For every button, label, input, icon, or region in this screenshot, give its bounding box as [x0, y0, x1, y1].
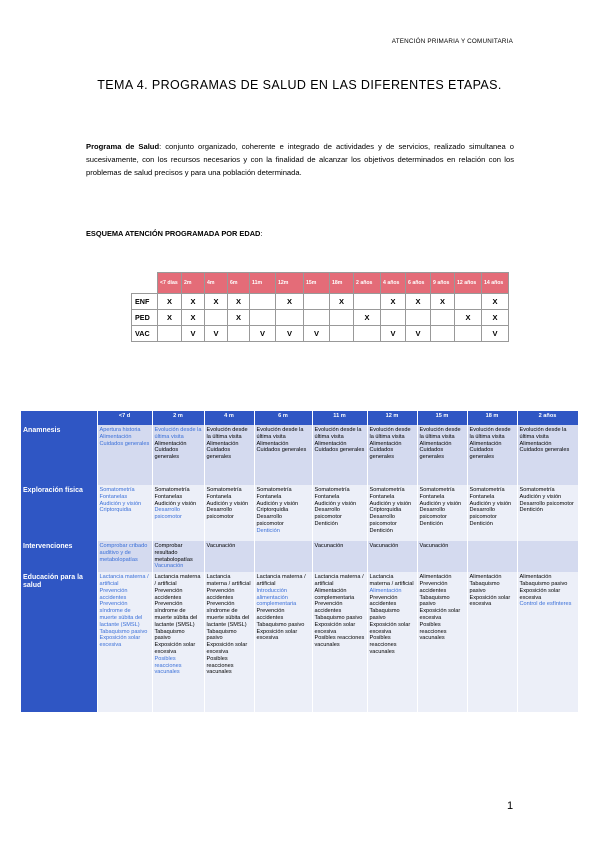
program-table-header-cell: 18 m — [467, 411, 517, 425]
schedule-cell — [431, 326, 455, 342]
program-table-cell — [312, 425, 367, 485]
program-table-item: Posibles reacciones vacunales — [419, 621, 447, 642]
program-table-item: Audición y visión — [369, 500, 412, 507]
program-table-item: Somatometría — [154, 487, 190, 493]
running-header: ATENCIÓN PRIMARIA Y COMUNITARIA — [391, 38, 513, 45]
program-table-header-cell: 6 m — [254, 411, 312, 425]
program-table-item: Prevención accidentes — [419, 580, 448, 594]
program-table-header-cell: 2 años — [517, 411, 578, 425]
program-table-item: Alimentación — [206, 440, 239, 447]
program-table-item: Audición y visión — [419, 500, 462, 507]
definition-term: Programa de Salud — [86, 142, 160, 151]
program-table-cell — [152, 572, 204, 712]
program-table-cell — [152, 485, 204, 541]
program-table-item: Evolución desde la última visita — [256, 427, 304, 440]
schedule-corner — [132, 273, 158, 294]
program-table-item: Comprobar resultado metabolopatías — [154, 543, 193, 563]
schedule-cell: X — [158, 294, 182, 310]
schedule-cell — [250, 310, 276, 326]
program-table-item: Control de esfínteres — [519, 601, 572, 608]
program-table-row-label: Educación para la salud — [21, 572, 97, 712]
schedule-cell — [304, 310, 330, 326]
program-table-cell — [254, 572, 312, 712]
page-title: TEMA 4. PROGRAMAS DE SALUD EN LAS DIFERENTES ETAPAS. — [97, 78, 502, 92]
program-table-item: Lactancia materna / artificial — [206, 574, 251, 587]
program-table-item: Lactancia materna / artificial — [314, 574, 364, 587]
schedule-header-cell: <7 días — [158, 273, 182, 294]
program-table-item: Prevención síndrome de muerte súbita del lactante (SMSL) — [206, 601, 250, 628]
schedule-row-label: VAC — [132, 326, 158, 342]
program-table-cell — [467, 572, 517, 712]
program-table-item: Alimentación — [469, 574, 502, 581]
program-table-item: Cuidados generales — [419, 447, 445, 461]
program-table-item: Fontanela — [256, 493, 282, 500]
program-table-item: Criptorquidia — [369, 507, 402, 514]
program-table-item: Fontanelas — [154, 493, 183, 500]
program-table-item: Dentición — [419, 520, 443, 527]
program-table-header-cell: 2 m — [152, 411, 204, 425]
program-table-item: Tabaquismo pasivo — [99, 628, 148, 635]
schedule-cell — [354, 294, 381, 310]
schedule-cell — [354, 326, 381, 342]
schedule-cell: V — [182, 326, 205, 342]
schedule-cell — [205, 310, 228, 326]
program-table-item: Desarrollo psicomotor — [154, 507, 182, 521]
program-table-cell — [517, 541, 578, 572]
program-table-cell — [417, 541, 467, 572]
schedule-row-label: ENF — [132, 294, 158, 310]
program-table-row-label: Anamnesis — [21, 425, 97, 485]
program-table-item: Audición y visión — [154, 500, 197, 507]
section-heading — [86, 229, 262, 238]
program-table-item: Somatometría — [256, 487, 292, 493]
schedule-cell: V — [381, 326, 406, 342]
schedule-cell — [276, 310, 304, 326]
program-table-item: Cuidados generales — [469, 447, 495, 461]
program-table-cell — [467, 425, 517, 485]
program-table-item: Dentición — [256, 527, 280, 534]
program-table-item: Tabaquismo pasivo — [369, 608, 400, 621]
program-table-cell — [517, 485, 578, 541]
schedule-cell: X — [276, 294, 304, 310]
program-table-item: Audición y visión — [519, 493, 562, 500]
program-table-item: Somatometría — [519, 487, 555, 493]
program-table-item: Vacunación — [154, 563, 184, 570]
program-table-item: Posibles reacciones vacunales — [314, 635, 365, 649]
program-table-cell — [517, 425, 578, 485]
program-table-cell — [254, 425, 312, 485]
program-table-item: Prevención accidentes — [206, 587, 235, 601]
program-table-cell — [312, 485, 367, 541]
program-table-cell — [97, 485, 152, 541]
schedule-cell: X — [228, 294, 250, 310]
program-table-item: Prevención accidentes — [154, 587, 183, 601]
program-table-item: Dentición — [369, 527, 393, 534]
program-table-item: Cuidados generales — [99, 440, 150, 447]
program-table-item: Alimentación — [369, 440, 402, 447]
schedule-cell — [158, 326, 182, 342]
program-table-item: Lactancia materna / artificial — [99, 574, 149, 587]
program-table-item: Posibles reacciones vacunales — [369, 635, 397, 655]
program-table-item: Tabaquismo pasivo — [419, 594, 450, 608]
program-table-item: Vacunación — [369, 543, 399, 549]
program-table-item: Cuidados generales — [154, 447, 180, 461]
program-table-item: Exposición solar excesiva — [369, 621, 411, 635]
schedule-cell: V — [482, 326, 509, 342]
schedule-header-cell: 6 años — [406, 273, 431, 294]
program-table-item: Somatometría — [206, 487, 242, 493]
program-table-item: Tabaquismo pasivo — [256, 621, 305, 628]
program-table-cell — [204, 425, 254, 485]
program-table-header-row — [21, 411, 578, 425]
schedule-cell — [250, 294, 276, 310]
schedule-header-cell: 15m — [304, 273, 330, 294]
program-table-header-cell: 15 m — [417, 411, 467, 425]
schedule-cell: X — [330, 294, 354, 310]
program-table-item: Apertura historia — [99, 427, 141, 433]
program-table-cell — [367, 541, 417, 572]
program-table-cell — [97, 425, 152, 485]
schedule-cell — [431, 310, 455, 326]
schedule-cell: V — [250, 326, 276, 342]
program-table-cell — [204, 572, 254, 712]
program-table-header-cell: <7 d — [97, 411, 152, 425]
program-table-item: Exposición solar excesiva — [469, 594, 511, 608]
program-table-item: Fontanela — [314, 493, 340, 500]
program-table-cell — [467, 541, 517, 572]
schedule-header-cell: 18m — [330, 273, 354, 294]
schedule-header-cell: 2m — [182, 273, 205, 294]
program-table-cell — [312, 572, 367, 712]
program-table-item: Audición y visión — [206, 500, 249, 507]
program-table-item: Vacunación — [314, 543, 344, 549]
program-table-item: Criptorquidia — [256, 507, 289, 514]
program-table-item: Fontanela — [369, 493, 395, 500]
program-table-item: Somatometría — [369, 487, 405, 493]
program-table-item: Prevención síndrome de muerte súbita del lactante (SMSL) — [154, 601, 198, 628]
schedule-header-cell: 6m — [228, 273, 250, 294]
program-table-cell — [97, 572, 152, 712]
definition-text: : conjunto organizado, coherente e integrado de actividades y de servicios, realizado simultanea o sucesivamente, con los recursos necesarios y con la finalidad de alcanzar los objetivos determinados en relación con los problemas de salud precisos y para una población determinada. — [86, 142, 514, 177]
program-table-item: Dentición — [519, 507, 543, 514]
program-table-item: Fontanela — [206, 493, 232, 500]
program-table-header-cell — [21, 411, 97, 425]
program-table-cell — [367, 572, 417, 712]
program-table-item: Evolución desde la última visita — [369, 427, 411, 440]
program-table-cell — [467, 485, 517, 541]
program-table-item: Evolución desde la última visita — [469, 427, 511, 440]
program-table-item: Somatometría — [99, 487, 135, 493]
program-table-item: Tabaquismo pasivo — [154, 628, 185, 642]
program-table-cell — [97, 541, 152, 572]
program-table-item: Audición y visión — [99, 500, 142, 507]
schedule-header-cell: 4m — [205, 273, 228, 294]
schedule-cell — [381, 310, 406, 326]
schedule-header-cell: 14 años — [482, 273, 509, 294]
schedule-cell: X — [406, 294, 431, 310]
program-table-item: Alimentación — [256, 440, 289, 447]
age-schedule-table — [131, 272, 509, 342]
section-heading-text: ESQUEMA ATENCIÓN PROGRAMADA POR EDAD — [86, 229, 261, 238]
program-table-row — [21, 425, 578, 485]
program-table-item: Prevención accidentes — [314, 601, 343, 615]
program-table-cell — [417, 572, 467, 712]
program-table-item: Fontanela — [419, 493, 445, 500]
schedule-cell: X — [158, 310, 182, 326]
schedule-header-cell: 9 años — [431, 273, 455, 294]
program-table-row — [21, 572, 578, 712]
program-table-item: Posibles reacciones vacunales — [154, 655, 182, 676]
schedule-cell — [228, 326, 250, 342]
program-table-item: Somatometría — [469, 487, 505, 493]
program-table-item: Audición y visión — [256, 500, 299, 507]
program-table-cell — [367, 485, 417, 541]
program-table-cell — [254, 541, 312, 572]
schedule-cell: X — [482, 310, 509, 326]
program-table-row — [21, 485, 578, 541]
schedule-cell — [330, 326, 354, 342]
schedule-row — [132, 326, 509, 342]
program-table-item: Alimentación — [519, 440, 552, 447]
program-table-cell — [417, 485, 467, 541]
program-table-item: Comprobar cribado auditivo y de metabolopatías — [99, 543, 148, 563]
program-table-item: Evolución desde la última visita — [519, 427, 567, 440]
program-table-item: Alimentación — [419, 574, 452, 581]
program-table-header-cell: 4 m — [204, 411, 254, 425]
program-table-cell — [367, 425, 417, 485]
program-table-header-cell: 12 m — [367, 411, 417, 425]
program-table-item: Tabaquismo pasivo — [519, 580, 568, 587]
program-table-item: Exposición solar excesiva — [154, 642, 196, 655]
program-table-item: Fontanelas — [99, 493, 128, 500]
page-number: 1 — [507, 800, 514, 812]
definition-paragraph — [86, 140, 514, 179]
program-table-item: Tabaquismo pasivo — [469, 580, 500, 594]
schedule-row — [132, 310, 509, 326]
program-table-item: Desarrollo psicomotor — [469, 507, 497, 521]
program-table-item: Alimentación — [419, 440, 452, 447]
schedule-cell: V — [276, 326, 304, 342]
schedule-cell: X — [354, 310, 381, 326]
program-table-cell — [152, 425, 204, 485]
program-table-item: Alimentación — [99, 433, 132, 440]
program-table-row-label: Exploración física — [21, 485, 97, 541]
schedule-cell: X — [381, 294, 406, 310]
program-table-cell — [417, 425, 467, 485]
program-table-item: Cuidados generales — [519, 447, 570, 454]
program-table-item: Lactancia materna / artificial — [154, 574, 201, 587]
schedule-cell — [455, 294, 482, 310]
program-table-item: Exposición solar excesiva — [206, 642, 248, 655]
program-table-item: Desarrollo psicomotor — [419, 507, 447, 521]
program-table-item: Introducción alimentación complementaria — [256, 587, 297, 608]
schedule-cell — [304, 294, 330, 310]
program-table-item: Dentición — [469, 520, 493, 527]
schedule-cell — [406, 310, 431, 326]
schedule-header-cell: 12m — [276, 273, 304, 294]
program-table-item: Somatometría — [419, 487, 455, 493]
program-table-item: Criptorquidia — [99, 507, 132, 514]
program-table-item: Desarrollo psicomotor — [314, 507, 342, 521]
program-table-item: Prevención accidentes — [369, 594, 398, 608]
program-table-item: Desarrollo psicomotor — [369, 514, 397, 527]
schedule-cell: X — [482, 294, 509, 310]
program-table-item: Evolución desde la última visita — [206, 427, 248, 440]
program-table-cell — [204, 485, 254, 541]
program-table-item: Prevención accidentes — [99, 587, 128, 601]
schedule-cell: V — [304, 326, 330, 342]
program-table-item: Alimentación — [469, 440, 502, 447]
program-table-item: Dentición — [314, 520, 338, 527]
program-table-image — [21, 411, 578, 721]
section-heading-colon: : — [260, 229, 263, 238]
program-table-item: Desarrollo psicomotor — [256, 514, 284, 527]
program-table-item: Cuidados generales — [256, 447, 307, 454]
program-table-item: Cuidados generales — [314, 447, 365, 454]
program-table-item: Audición y visión — [469, 500, 512, 507]
program-table-header-cell: 11 m — [312, 411, 367, 425]
program-table-item: Exposición solar excesiva — [314, 621, 356, 635]
program-table-item: Posibles reacciones vacunales — [206, 655, 234, 676]
schedule-cell: V — [205, 326, 228, 342]
program-table-row-label: Intervenciones — [21, 541, 97, 572]
schedule-cell — [455, 326, 482, 342]
program-table-item: Audición y visión — [314, 500, 357, 507]
schedule-header-cell: 11m — [250, 273, 276, 294]
program-table-item: Vacunación — [419, 543, 449, 549]
schedule-cell — [330, 310, 354, 326]
program-table-item: Cuidados generales — [206, 447, 232, 461]
schedule-row-label: PED — [132, 310, 158, 326]
program-table-item: Cuidados generales — [369, 447, 395, 461]
schedule-cell: X — [431, 294, 455, 310]
program-table-cell — [254, 485, 312, 541]
schedule-header-cell: 4 años — [381, 273, 406, 294]
program-table-item: Exposición solar excesiva — [99, 635, 141, 649]
schedule-header-cell: 12 años — [455, 273, 482, 294]
schedule-cell: V — [406, 326, 431, 342]
program-table-item: Evolución desde la última visita — [154, 427, 202, 440]
program-table-item: Exposición solar excesiva — [256, 628, 298, 642]
program-table-item: Fontanela — [469, 493, 495, 500]
program-table-item: Alimentación — [519, 574, 552, 581]
program-table-row — [21, 541, 578, 572]
program-table-cell — [152, 541, 204, 572]
program-table-item: Desarrollo psicomotor — [206, 507, 234, 521]
program-table-item: Exposición solar excesiva — [419, 608, 461, 621]
program-table-item: Somatometría — [314, 487, 350, 493]
schedule-cell: X — [455, 310, 482, 326]
program-table-item: Tabaquismo pasivo — [314, 614, 363, 621]
program-table-item: Evolución desde la última visita — [314, 427, 362, 440]
program-table-item: Prevención accidentes — [256, 608, 285, 621]
program-table-item: Alimentación — [314, 440, 347, 447]
program-table — [21, 411, 578, 712]
schedule-cell: X — [182, 310, 205, 326]
program-table-item: Tabaquismo pasivo — [206, 628, 237, 642]
program-table-item: Alimentación complementaria — [314, 587, 355, 601]
schedule-cell: X — [205, 294, 228, 310]
program-table-item: Alimentación — [369, 587, 402, 594]
program-table-item: Prevención síndrome de muerte súbita del lactante (SMSL) — [99, 601, 143, 628]
program-table-item: Vacunación — [206, 543, 236, 549]
program-table-cell — [517, 572, 578, 712]
program-table-item: Lactancia materna / artificial — [256, 574, 306, 587]
program-table-item: Alimentación — [154, 440, 187, 447]
program-table-cell — [204, 541, 254, 572]
program-table-item: Evolución desde la última visita — [419, 427, 461, 440]
schedule-cell: X — [228, 310, 250, 326]
program-table-item: Lactancia materna / artificial — [369, 574, 414, 587]
schedule-header-cell: 2 años — [354, 273, 381, 294]
program-table-item: Exposición solar excesiva — [519, 587, 561, 601]
schedule-cell: X — [182, 294, 205, 310]
schedule-row — [132, 294, 509, 310]
program-table-cell — [312, 541, 367, 572]
program-table-item: Desarrollo psicomotor — [519, 500, 574, 507]
